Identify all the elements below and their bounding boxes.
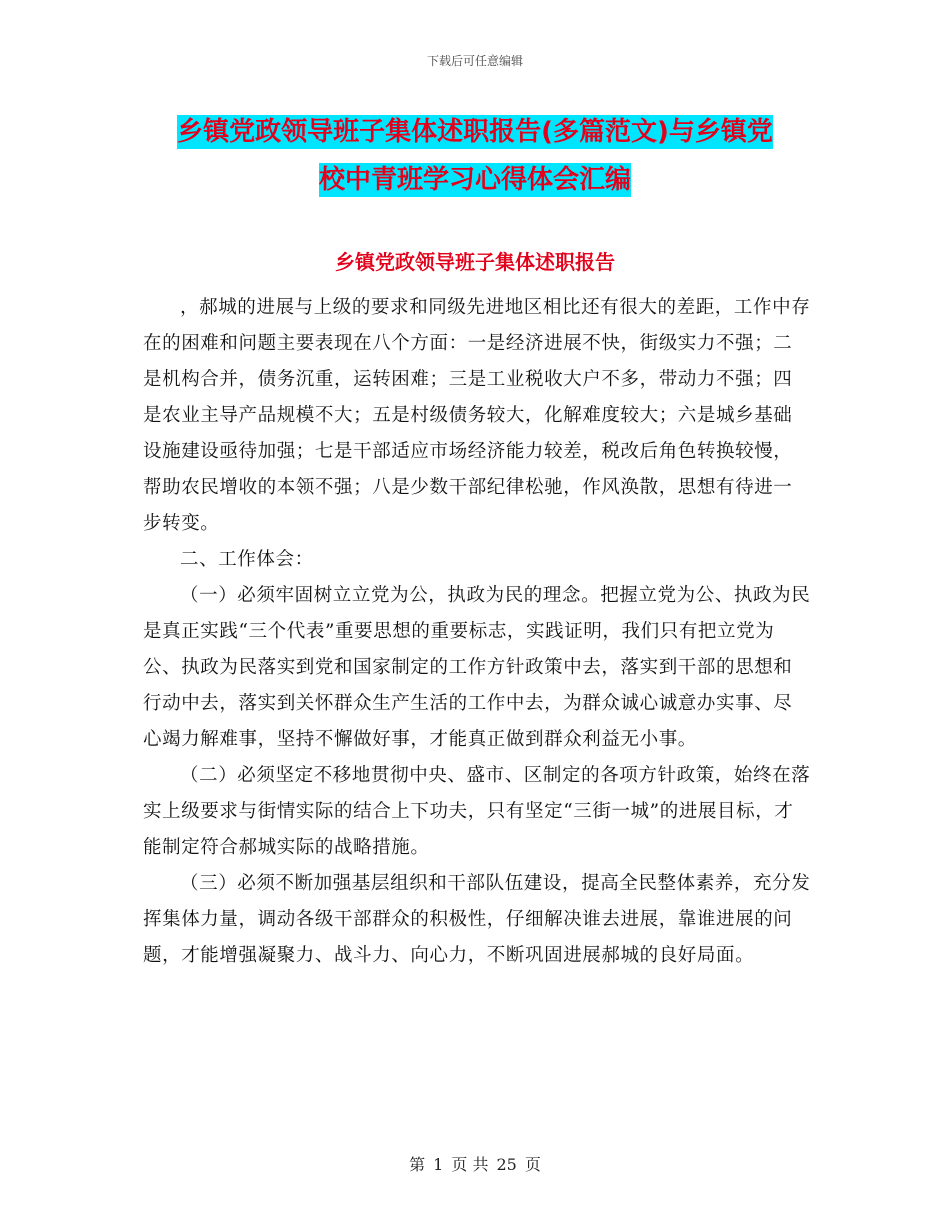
- total-pages: 25: [496, 1155, 517, 1174]
- footer-mid: 页 共: [451, 1155, 489, 1174]
- paragraph: （三）必须不断加强基层组织和干部队伍建设，提高全民整体素养，充分发挥集体力量，调动各级干部群众的积极性，仔细解决谁去进展，靠谁进展的问题，才能增强凝聚力、战斗力、向心力，不断巩固进展郝城的良好局面。: [143, 873, 811, 966]
- footer-prefix: 第: [409, 1155, 426, 1174]
- page-number: 1: [433, 1155, 444, 1174]
- title-line-1: 乡镇党政领导班子集体述职报告(多篇范文)与乡镇党: [177, 117, 773, 147]
- page-footer: [0, 1152, 950, 1175]
- footer-suffix: 页: [524, 1155, 541, 1174]
- header-note: 下载后可任意编辑: [426, 54, 523, 68]
- body-text: [143, 290, 811, 974]
- title-line-2: 校中青班学习心得体会汇编: [318, 165, 631, 195]
- document-title: [140, 108, 810, 204]
- paragraph: （一）必须牢固树立立党为公，执政为民的理念。把握立党为公、执政为民是真正实践“三个代表”重要思想的重要标志，实践证明，我们只有把立党为公、执政为民落实到党和国家制定的工作方针政策中去，落实到干部的思想和行动中去，落实到关怀群众生产生活的工作中去，为群众诚心诚意办实事、尽心竭力解难事，坚持不懈做好事，才能真正做到群众利益无小事。: [143, 585, 811, 750]
- paragraph: 二、工作体会：: [180, 549, 314, 570]
- section-title: 乡镇党政领导班子集体述职报告: [335, 250, 615, 274]
- paragraph: ，郝城的进展与上级的要求和同级先进地区相比还有很大的差距，工作中存在的困难和问题主要表现在八个方面：一是经济进展不快，街级实力不强；二是机构合并，债务沉重，运转困难；三是工业税收大户不多，带动力不强；四是农业主导产品规模不大；五是村级债务较大，化解难度较大；六是城乡基础设施建设亟待加强；七是干部适应市场经济能力较差，税改后角色转换较慢，帮助农民增收的本领不强；八是少数干部纪律松驰，作风涣散，思想有待进一步转变。: [143, 297, 811, 534]
- paragraph: （二）必须坚定不移地贯彻中央、盛市、区制定的各项方针政策，始终在落实上级要求与街情实际的结合上下功夫，只有坚定“三街一城”的进展目标，才能制定符合郝城实际的战略措施。: [143, 765, 811, 858]
